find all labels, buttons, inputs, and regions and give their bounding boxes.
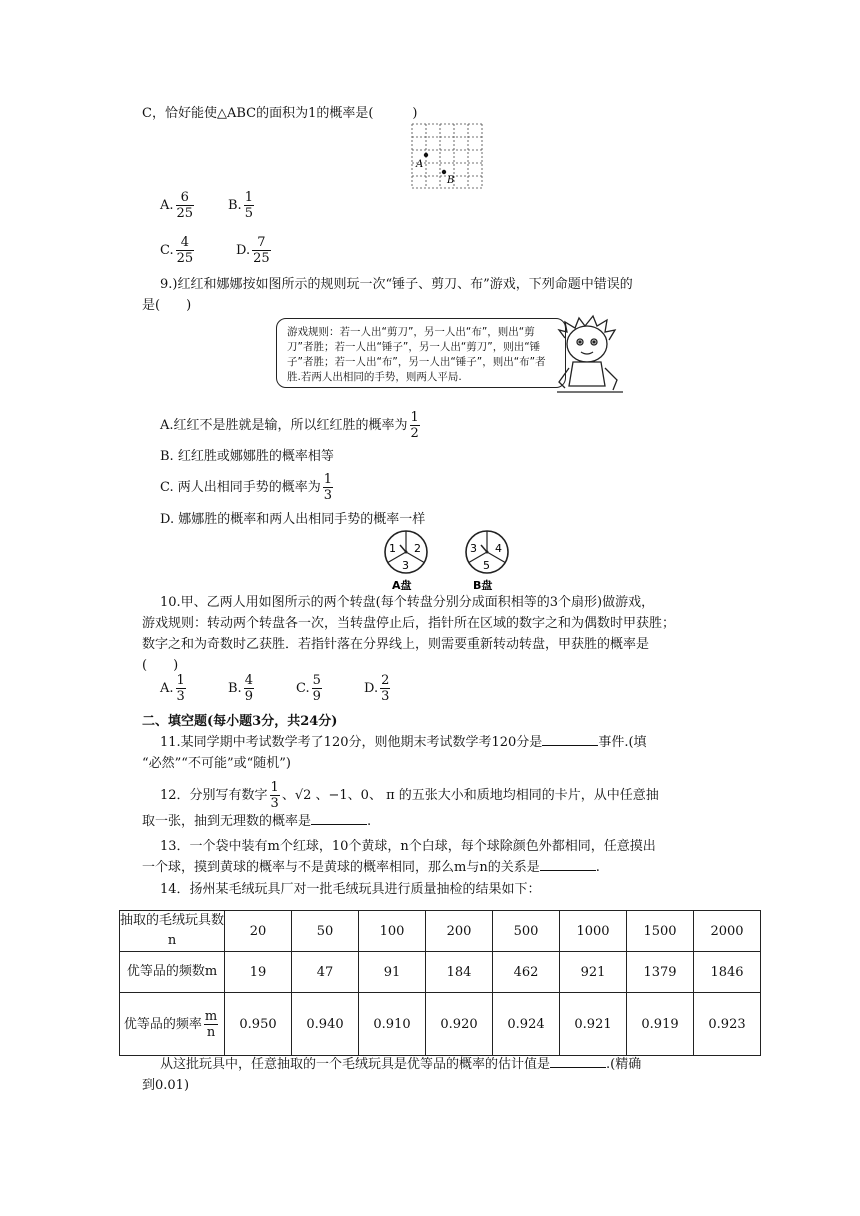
q9-question-line2: 是( ) — [142, 298, 192, 313]
q10-option-c: C. $\frac{5}{9}$ — [296, 673, 321, 704]
spinner-a — [380, 530, 432, 592]
table-cell: 921 — [560, 952, 627, 993]
q12-question-line1: 12．分别写有数字 $\frac{1}{3}$ 、√2 、−1、0、 π 的五张大小和质地均相同的卡片，从中任意抽 — [160, 780, 659, 811]
table-cell: 0.924 — [493, 993, 560, 1056]
table-cell: 184 — [426, 952, 493, 993]
q8-option-d: D. $\frac{7}{25}$ — [236, 235, 270, 266]
table-header-cell: 优等品的频率 $\frac{m}{n}$ — [120, 993, 225, 1056]
q14-question-line1: 14．扬州某毛绒玩具厂对一批毛绒玩具进行质量抽检的结果如下： — [160, 882, 541, 897]
spinner-a-label: A盘 — [392, 579, 412, 592]
table-cell: 47 — [292, 952, 359, 993]
table-cell: 200 — [426, 911, 493, 952]
q9-option-a: A.红红不是胜就是输，所以红红胜的概率为 $\frac{1}{2}$ — [160, 410, 419, 441]
spinner-b-number-3: 3 — [470, 542, 477, 555]
point-a-dot — [424, 153, 428, 157]
q10-question-line4: ( ) — [142, 658, 179, 673]
q8-option-b: B. $\frac{1}{5}$ — [228, 190, 253, 221]
q10-question-line2: 游戏规则：转动两个转盘各一次，当转盘停止后，指针所在区域的数字之和为偶数时甲获胜； — [142, 616, 676, 631]
q9-option-b: B. 红红胜或娜娜胜的概率相等 — [160, 449, 334, 464]
table-cell: 0.940 — [292, 993, 359, 1056]
spinner-b-number-5: 5 — [483, 559, 490, 572]
spinner-b — [461, 530, 513, 592]
q12-question-line2: 取一张，抽到无理数的概率是 . — [142, 814, 372, 829]
spinner-a-number-1: 1 — [389, 542, 396, 555]
q10-option-a: A. $\frac{1}{3}$ — [160, 673, 185, 704]
table-cell: 91 — [359, 952, 426, 993]
table-cell: 0.919 — [627, 993, 694, 1056]
table-cell: 1379 — [627, 952, 694, 993]
table-header-cell: 优等品的频数m — [120, 952, 225, 993]
q13-answer-blank[interactable] — [540, 858, 596, 871]
spinner-b-label: B盘 — [473, 579, 493, 592]
point-a-label: A — [416, 159, 424, 170]
table-cell: 500 — [493, 911, 560, 952]
table-row — [120, 993, 761, 1056]
table-cell: 2000 — [694, 911, 761, 952]
q13-question-line1: 13．一个袋中装有m个红球，10个黄球，n个白球，每个球除颜色外都相同，任意摸出 — [160, 839, 656, 854]
q11-question-line2: “必然”“不可能”或“随机”) — [142, 756, 291, 771]
table-header-cell: 抽取的毛绒玩具数n — [120, 911, 225, 952]
q8-question-tail: C，恰好能使△ABC的面积为1的概率是( ) — [142, 106, 418, 121]
table-cell: 0.950 — [225, 993, 292, 1056]
spinner-b-number-4: 4 — [495, 542, 502, 555]
table-cell: 0.920 — [426, 993, 493, 1056]
table-cell: 50 — [292, 911, 359, 952]
table-cell: 1846 — [694, 952, 761, 993]
q12-answer-blank[interactable] — [311, 812, 367, 825]
game-rules-box: 游戏规则：若一人出“剪刀”，另一人出“布”，则出“剪刀”者胜；若一人出“锤子”，另一人出“剪刀”，则出“锤子”者胜；若一人出“布”，另一人出“锤子”，则出“布”者胜.若两人出相同的手势，则两人平局. — [276, 318, 566, 388]
q11-question-line1: 11.某同学期中考试数学考了120分，则他期末考试数学考120分是 事件.(填 — [160, 735, 647, 750]
q9-option-c: C. 两人出相同手势的概率为 $\frac{1}{3}$ — [160, 472, 333, 503]
grid-figure — [411, 123, 483, 189]
q10-question-line1: 10.甲、乙两人用如图所示的两个转盘(每个转盘分别分成面积相等的3个扇形)做游戏， — [160, 595, 655, 610]
spinner-a-number-2: 2 — [414, 542, 421, 555]
q14-question-after-line2: 到0.01) — [142, 1078, 190, 1093]
q8-option-c: C. $\frac{4}{25}$ — [160, 235, 194, 266]
table-cell: 0.923 — [694, 993, 761, 1056]
q10-option-b: B. $\frac{4}{9}$ — [228, 673, 253, 704]
table-cell: 100 — [359, 911, 426, 952]
table-row — [120, 911, 761, 952]
quality-table — [119, 910, 761, 1056]
section-heading: 二、填空题(每小题3分，共24分) — [142, 714, 338, 729]
q10-option-d: D. $\frac{2}{3}$ — [364, 673, 390, 704]
q8-option-a: A. $\frac{6}{25}$ — [160, 190, 194, 221]
point-b-dot — [442, 170, 446, 174]
table-cell: 1000 — [560, 911, 627, 952]
q9-question-line1: 9.)红红和娜娜按如图所示的规则玩一次“锤子、剪刀、布”游戏，下列命题中错误的 — [160, 277, 633, 292]
table-cell: 20 — [225, 911, 292, 952]
q11-answer-blank[interactable] — [542, 733, 598, 746]
table-cell: 0.910 — [359, 993, 426, 1056]
spinner-a-number-3: 3 — [402, 559, 409, 572]
table-cell: 19 — [225, 952, 292, 993]
q14-question-after: 从这批玩具中，任意抽取的一个毛绒玩具是优等品的概率的估计值是 .(精确 — [160, 1057, 642, 1072]
q14-answer-blank[interactable] — [550, 1055, 606, 1068]
boy-illustration — [555, 308, 627, 398]
q9-option-d: D. 娜娜胜的概率和两人出相同手势的概率一样 — [160, 512, 426, 527]
q10-question-line3: 数字之和为奇数时乙获胜．若指针落在分界线上，则需要重新转动转盘，甲获胜的概率是 — [142, 637, 650, 652]
point-b-label: B — [447, 175, 455, 186]
table-row — [120, 952, 761, 993]
table-cell: 462 — [493, 952, 560, 993]
q13-question-line2: 一个球，摸到黄球的概率与不是黄球的概率相同，那么m与n的关系是 . — [142, 860, 600, 875]
table-cell: 1500 — [627, 911, 694, 952]
table-cell: 0.921 — [560, 993, 627, 1056]
